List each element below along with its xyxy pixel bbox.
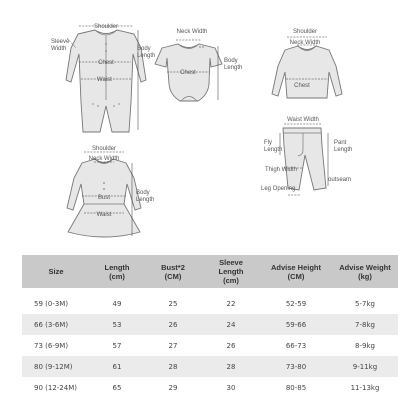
length-cell: 65	[112, 383, 122, 392]
dress-bust-label: Bust	[97, 195, 111, 201]
pants-thigh-width-label: Thigh Width	[265, 167, 298, 173]
pants-fly-length-label: Fly Length	[264, 140, 283, 153]
top-diagram	[272, 29, 342, 98]
pants-leg-opening-label: Leg Opening	[261, 186, 296, 192]
top-neck-width-label: Neck Width	[289, 40, 321, 46]
size-cell: 59 (0-3M)	[34, 299, 69, 308]
sleeve-cell: 26	[226, 341, 236, 350]
bust-cell: 26	[144, 314, 202, 335]
header-size: Size	[22, 255, 90, 288]
header-advise-height: Advise Height (CM)	[260, 255, 332, 288]
header-advise-weight: Advise Weight (kg)	[332, 255, 398, 288]
bust-cell: 27	[168, 341, 178, 350]
table-row	[22, 335, 398, 356]
dress-neck-width-label: Neck Width	[88, 156, 120, 162]
table-row	[22, 293, 398, 314]
weight-cell: 5-7kg	[355, 299, 375, 308]
bodysuit-chest-label: Chest	[180, 70, 196, 76]
dress-diagram	[67, 146, 154, 237]
length-cell: 61	[90, 356, 144, 377]
height-cell: 59-66	[260, 314, 332, 335]
dress-body-length-label: Body Length	[136, 190, 155, 203]
length-cell: 57	[112, 341, 122, 350]
header-bust: Bust*2 (CM)	[144, 255, 202, 288]
weight-cell: 7-8kg	[332, 314, 398, 335]
romper-waist-label: Waist	[97, 77, 112, 83]
bust-cell: 25	[168, 299, 178, 308]
bust-cell: 29	[168, 383, 178, 392]
romper-sleeve-width-label: Sleeve Width	[51, 39, 70, 52]
dress-waist-label: Waist	[96, 212, 112, 218]
height-cell: 52-59	[285, 299, 307, 308]
size-cell: 66 (3-6M)	[22, 314, 90, 335]
bust-cell: 28	[144, 356, 202, 377]
dress-shoulder-label: Shoulder	[91, 146, 117, 152]
bodysuit-body-length-label: Body Length	[224, 58, 243, 71]
size-cell: 73 (6-9M)	[34, 341, 69, 350]
weight-cell: 9-11kg	[332, 356, 398, 377]
bodysuit-neck-width-label: Neck Width	[176, 29, 208, 35]
size-cell: 80 (9-12M)	[22, 356, 90, 377]
header-length: Length (cm)	[90, 255, 144, 288]
pants-diagram	[261, 117, 352, 195]
length-cell: 53	[90, 314, 144, 335]
top-shoulder-label: Shoulder	[292, 29, 318, 35]
romper-shoulder-label: Shoulder	[93, 24, 119, 30]
size-chart-table	[22, 255, 398, 398]
height-cell: 80-85	[285, 383, 307, 392]
size-cell: 90 (12-24M)	[34, 383, 77, 392]
table-row	[22, 377, 398, 398]
romper-body-length-label: Body Length	[137, 46, 156, 59]
height-cell: 66-73	[285, 341, 307, 350]
height-cell: 73-80	[260, 356, 332, 377]
weight-cell: 8-9kg	[355, 341, 375, 350]
romper-diagram	[51, 24, 155, 132]
pants-outseam-label: outseam	[328, 177, 352, 183]
sleeve-cell: 30	[226, 383, 236, 392]
size-table-header-row	[22, 255, 398, 288]
length-cell: 49	[112, 299, 122, 308]
pants-pant-length-label: Pant Length	[334, 140, 353, 153]
pants-waist-width-label: Waist Width	[287, 117, 319, 123]
top-chest-label: Chest	[294, 83, 310, 89]
sleeve-cell: 24	[202, 314, 260, 335]
table-row	[22, 356, 398, 377]
table-row	[22, 314, 398, 335]
bodysuit-diagram	[155, 29, 242, 101]
weight-cell: 11-13kg	[350, 383, 380, 392]
sleeve-cell: 28	[202, 356, 260, 377]
header-sleeve-length: Sleeve Length (cm)	[202, 255, 260, 288]
sleeve-cell: 22	[226, 299, 236, 308]
romper-chest-label: Chest	[98, 60, 114, 66]
